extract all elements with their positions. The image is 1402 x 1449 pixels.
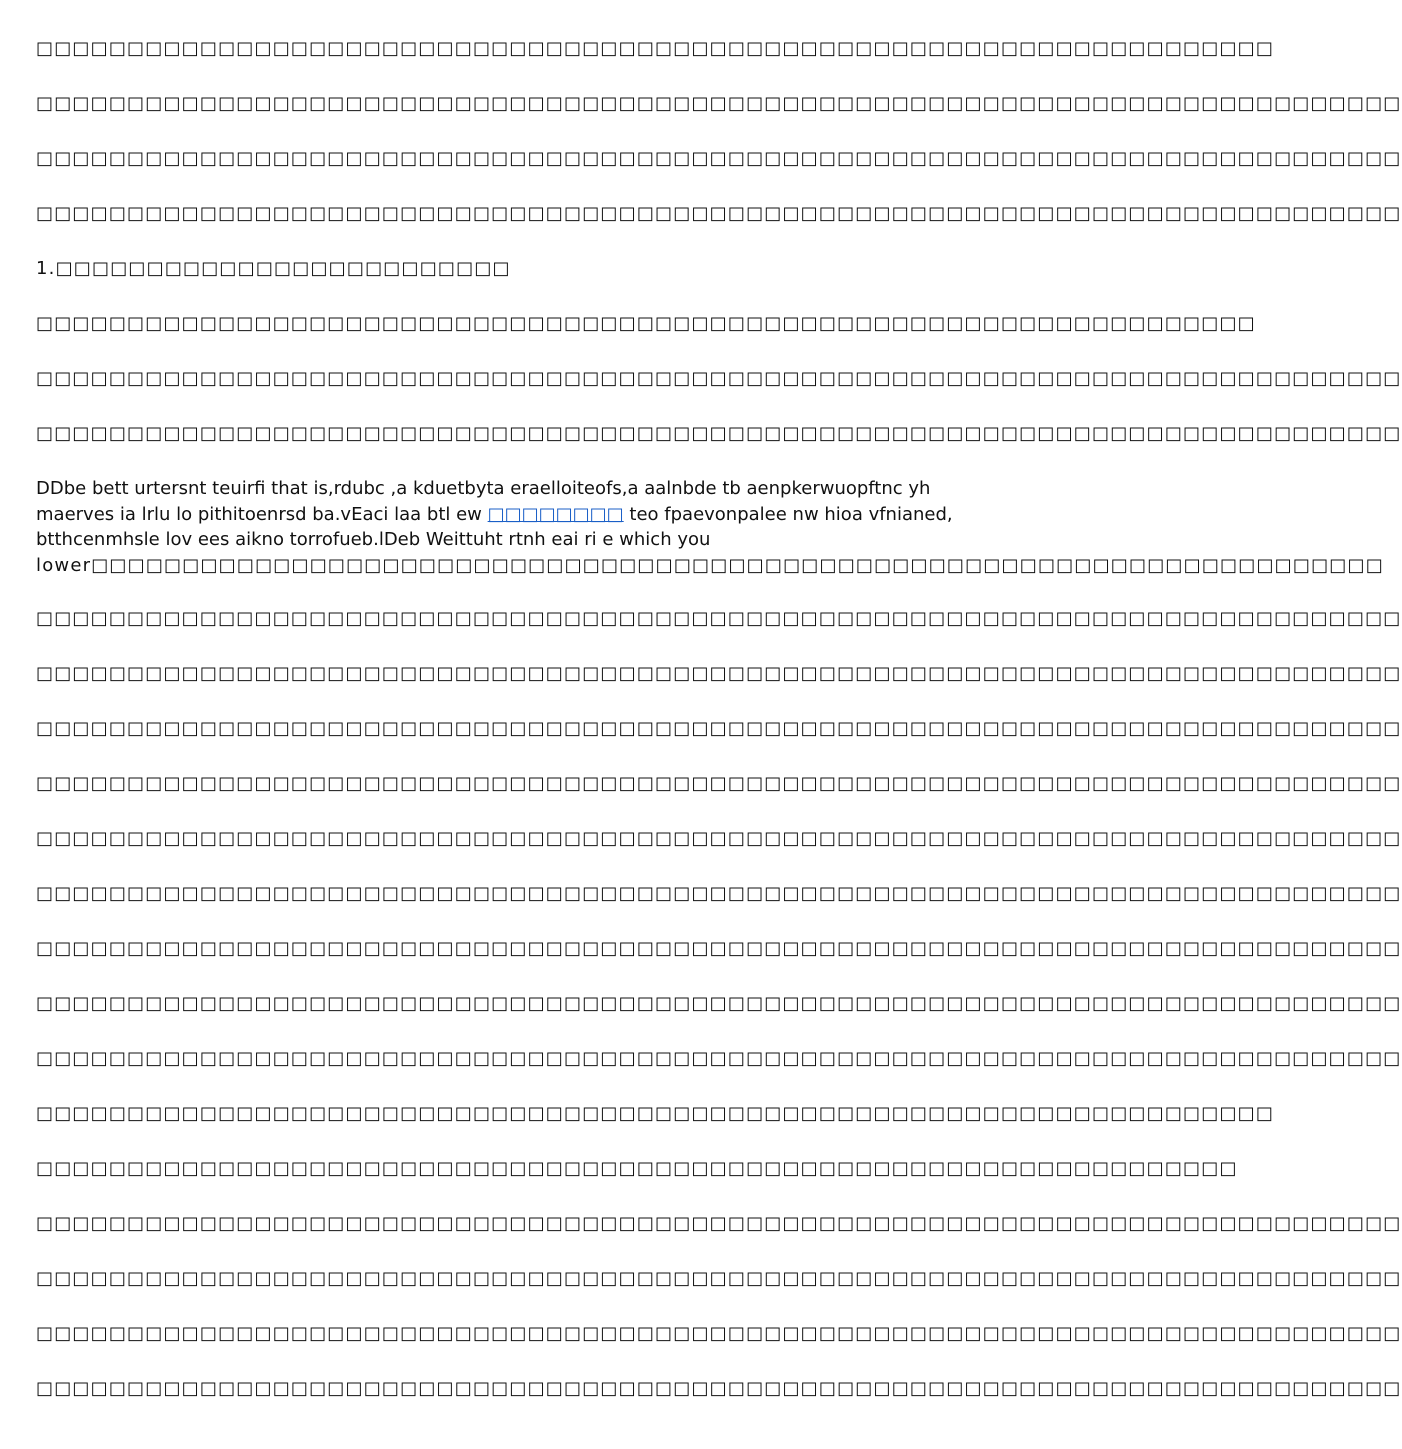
body-text-line: □□□□□□□□□□□□□□□□□□□□□□□□□□□□□□□□□□□□□□□□□□□□□□□□□□□□□□□□□□□□□□□□□□□□□□□□□□□ xyxy=(36,828,1402,849)
section-heading: 1.□□□□□□□□□□□□□□□□□□□□□□□□□ xyxy=(36,258,511,279)
body-text-line: □□□□□□□□□□□□□□□□□□□□□□□□□□□□□□□□□□□□□□□□□□□□□□□□□□□□□□□□□□□□□□□□□□□□□□□□□□□ xyxy=(36,423,1402,444)
paragraph-text: DDbe bett urtersnt teuirfi that is,rdubc ,a kduetbyta eraelloiteofs,a aalnbde tb aenpkerwuopftnc yh maerves ia lrlu lo pithitoenrsd ba.vEaci laa btl ew xyxy=(36,478,931,525)
body-text-line: □□□□□□□□□□□□□□□□□□□□□□□□□□□□□□□□□□□□□□□□□□□□□□□□□□□□□□□□□□□□□□□□□□□□□□□□□□□ xyxy=(36,368,1402,389)
body-text-line: □□□□□□□□□□□□□□□□□□□□□□□□□□□□□□□□□□□□□□□□□□□□□□□□□□□□□□□□□□□□□□□□□□□□□□□□□□□ xyxy=(36,993,1402,1014)
body-text-line: □□□□□□□□□□□□□□□□□□□□□□□□□□□□□□□□□□□□□□□□□□□□□□□□□□□□□□□□□□□□□□□□□□□□□□□□□□□ xyxy=(36,663,1402,684)
body-text-line: □□□□□□□□□□□□□□□□□□□□□□□□□□□□□□□□□□□□□□□□□□□□□□□□□□□□□□□□□□□□□□□□□□□□□□□□□□□ xyxy=(36,1213,1402,1234)
body-text-line: □□□□□□□□□□□□□□□□□□□□□□□□□□□□□□□□□□□□□□□□□□□□□□□□□□□□□□□□□□□□□□□□□□□□□□□□□□□ xyxy=(36,718,1402,739)
body-text-line: □□□□□□□□□□□□□□□□□□□□□□□□□□□□□□□□□□□□□□□□□□□□□□□□□□□□□□□□□□□□□□□□□□□□□□□□□□□ xyxy=(36,938,1402,959)
body-text-line: □□□□□□□□□□□□□□□□□□□□□□□□□□□□□□□□□□□□□□□□□□□□□□□□□□□□□□□□□□□□□□□□□□□□ xyxy=(36,38,1275,59)
body-text-line: □□□□□□□□□□□□□□□□□□□□□□□□□□□□□□□□□□□□□□□□□□□□□□□□□□□□□□□□□□□□□□□□□□□□□□□□□□□ xyxy=(36,1323,1402,1344)
body-text-line: □□□□□□□□□□□□□□□□□□□□□□□□□□□□□□□□□□□□□□□□□□□□□□□□□□□□□□□□□□□□□□□□□□□ xyxy=(36,313,1256,334)
body-text-line: □□□□□□□□□□□□□□□□□□□□□□□□□□□□□□□□□□□□□□□□□□□□□□□□□□□□□□□□□□□□□□□□□□□□□□□□□□□ xyxy=(36,203,1402,224)
body-text-line: □□□□□□□□□□□□□□□□□□□□□□□□□□□□□□□□□□□□□□□□□□□□□□□□□□□□□□□□□□□□□□□□□□□□□□□□□□□ xyxy=(36,148,1402,169)
body-text-line: □□□□□□□□□□□□□□□□□□□□□□□□□□□□□□□□□□□□□□□□□□□□□□□□□□□□□□□□□□□□□□□□□□ xyxy=(36,1158,1238,1179)
body-text-line: □□□□□□□□□□□□□□□□□□□□□□□□□□□□□□□□□□□□□□□□□□□□□□□□□□□□□□□□□□□□□□□□□□□□□□□□□□□ xyxy=(36,1048,1402,1069)
body-text-line: □□□□□□□□□□□□□□□□□□□□□□□□□□□□□□□□□□□□□□□□□□□□□□□□□□□□□□□□□□□□□□□□□□□□□□□□□□□ xyxy=(36,1378,1402,1399)
mixed-paragraph xyxy=(36,476,1384,578)
body-text-line: □□□□□□□□□□□□□□□□□□□□□□□□□□□□□□□□□□□□□□□□□□□□□□□□□□□□□□□□□□□□□□□□□□□□□□□□□□□ xyxy=(36,1268,1402,1289)
body-text-line: □□□□□□□□□□□□□□□□□□□□□□□□□□□□□□□□□□□□□□□□□□□□□□□□□□□□□□□□□□□□□□□□□□□□□□□□□□□ xyxy=(36,608,1402,629)
inline-link[interactable]: □□□□□□□□ xyxy=(487,503,624,525)
body-text-line: □□□□□□□□□□□□□□□□□□□□□□□□□□□□□□□□□□□□□□□□□□□□□□□□□□□□□□□□□□□□□□□□□□□□□□□□□□□ xyxy=(36,773,1402,794)
document-page xyxy=(36,26,1402,1436)
body-text-line: □□□□□□□□□□□□□□□□□□□□□□□□□□□□□□□□□□□□□□□□□□□□□□□□□□□□□□□□□□□□□□□□□□□□ xyxy=(36,1103,1275,1124)
paragraph-tail-line: lower□□□□□□□□□□□□□□□□□□□□□□□□□□□□□□□□□□□□□□□□□□□□□□□□□□□□□□□□□□□□□□□□□□□□□□□ xyxy=(36,554,1384,576)
paragraph-text: teo fpaevonpalee nw hioa vfnianed, btthcenmhsle lov ees aikno torrofueb.lDeb Weittuht rtnh eai ri e which you xyxy=(36,503,953,550)
body-text-line: □□□□□□□□□□□□□□□□□□□□□□□□□□□□□□□□□□□□□□□□□□□□□□□□□□□□□□□□□□□□□□□□□□□□□□□□□□□ xyxy=(36,93,1402,114)
body-text-line: □□□□□□□□□□□□□□□□□□□□□□□□□□□□□□□□□□□□□□□□□□□□□□□□□□□□□□□□□□□□□□□□□□□□□□□□□□□ xyxy=(36,883,1402,904)
